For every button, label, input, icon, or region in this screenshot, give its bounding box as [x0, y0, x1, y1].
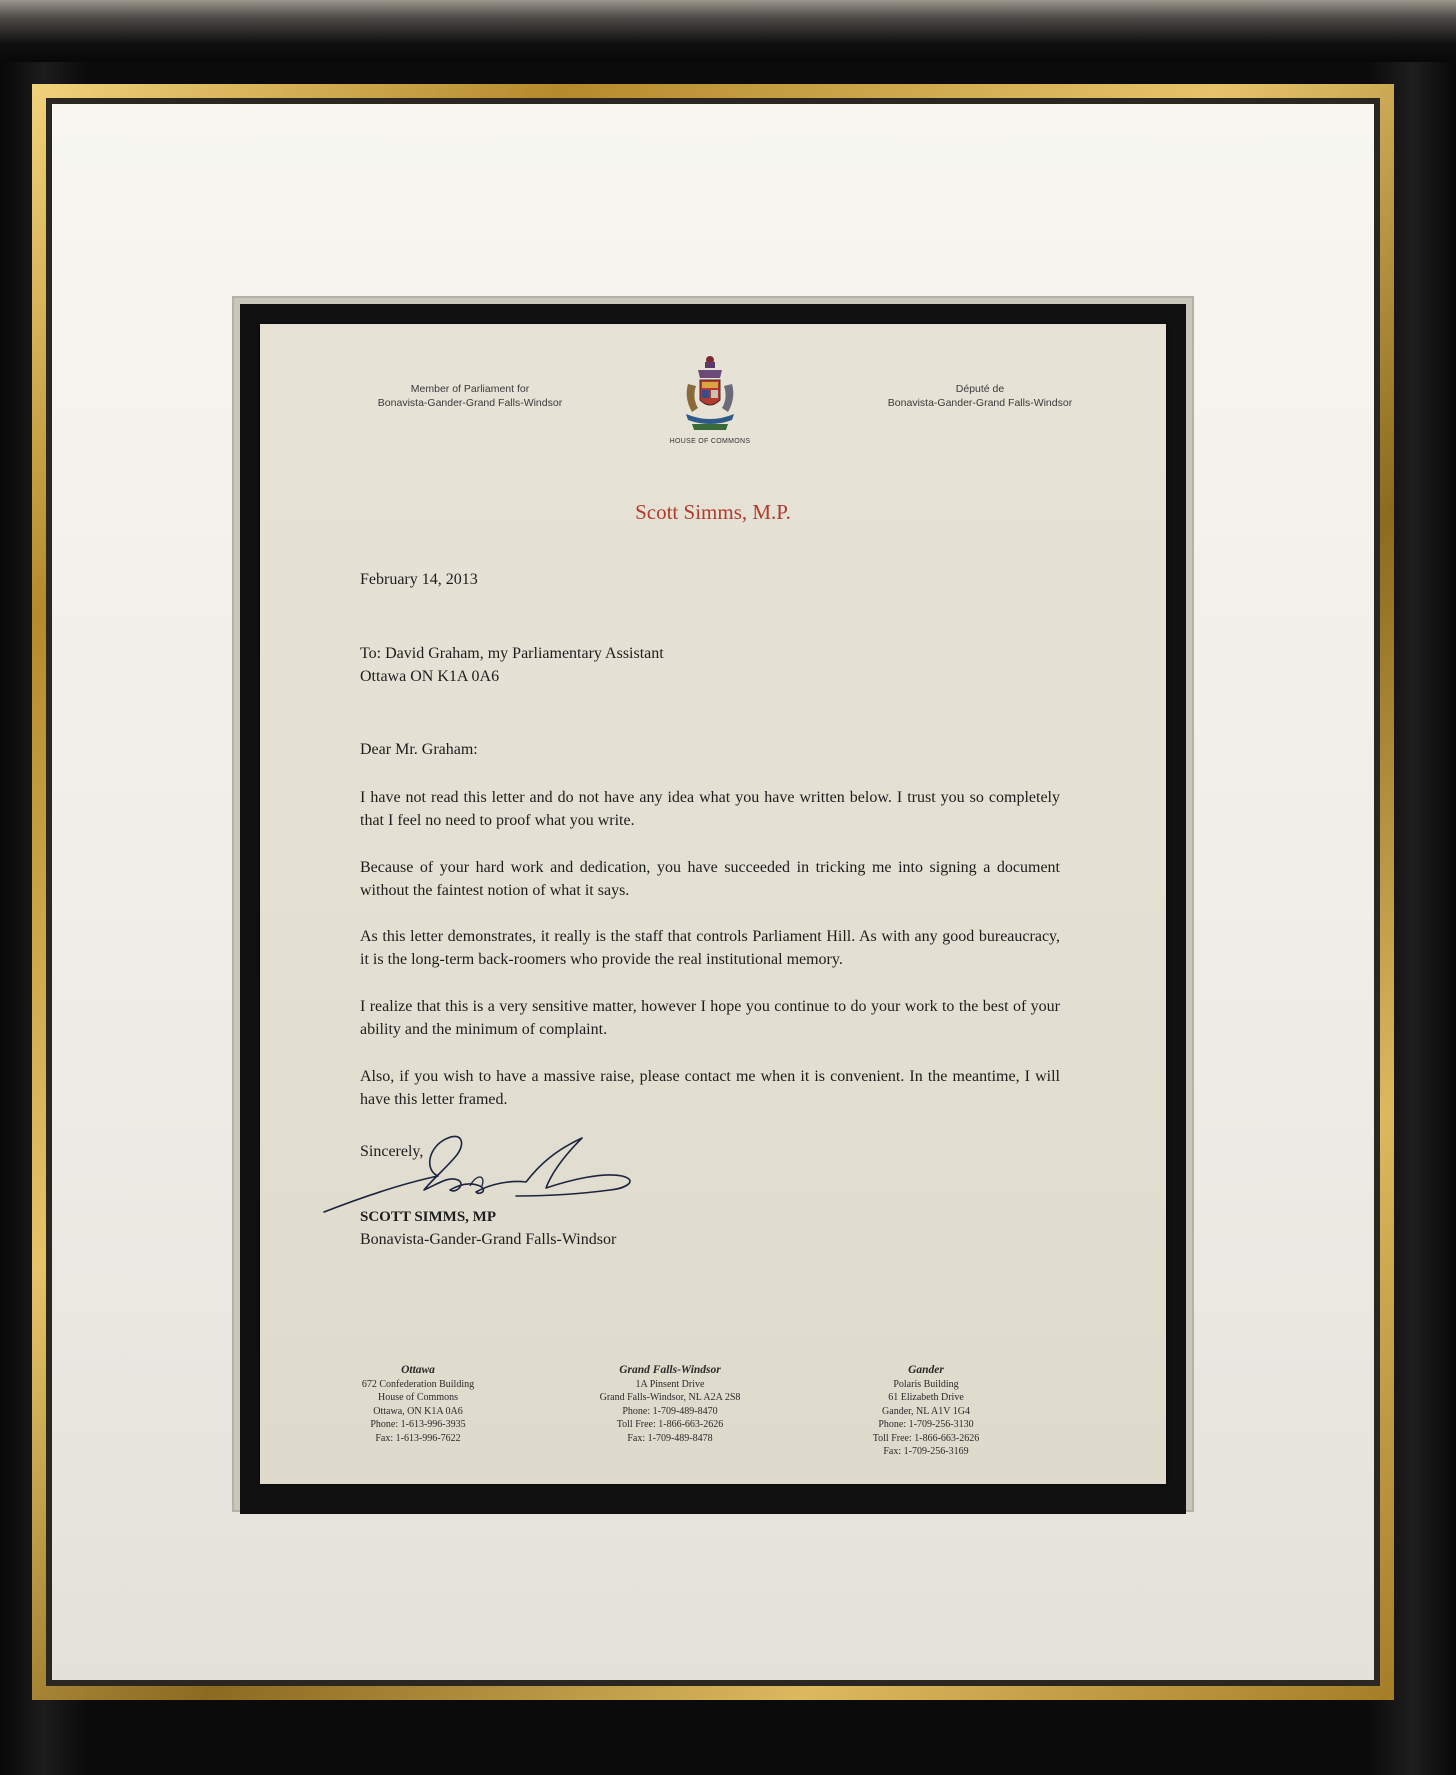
- office-line: Ottawa, ON K1A 0A6: [373, 1405, 463, 1417]
- recipient-line1: To: David Graham, my Parliamentary Assistant: [360, 645, 664, 662]
- office-title: Grand Falls-Windsor: [619, 1364, 721, 1376]
- letterhead-right-line1: Député de: [955, 383, 1005, 395]
- office-line: Fax: 1-613-996-7622: [375, 1432, 461, 1444]
- office-line: Grand Falls-Windsor, NL A2A 2S8: [599, 1392, 741, 1403]
- letterhead-right-line2: Bonavista-Gander-Grand Falls-Windsor: [887, 397, 1073, 409]
- office-block-grand-falls-windsor: [560, 1364, 780, 1445]
- recipient-line2: Ottawa ON K1A 0A6: [360, 668, 500, 685]
- frame-top-edge: [0, 0, 1456, 62]
- letter-paragraph: I have not read this letter and do not have any idea what you have written below. I trust you so completely that I feel no need to proof what you write.: [360, 789, 1060, 829]
- office-line: Polaris Building: [893, 1378, 959, 1390]
- letter-paragraph: I realize that this is a very sensitive matter, however I hope you continue to do your work to the best of your ability and the minimum of complaint.: [360, 998, 1060, 1038]
- office-line: Phone: 1-613-996-3935: [370, 1419, 466, 1430]
- office-line: Phone: 1-709-489-8470: [622, 1405, 718, 1417]
- letterhead-left: [350, 382, 590, 410]
- office-line: Fax: 1-709-256-3169: [883, 1446, 969, 1457]
- mp-name-heading: Scott Simms, M.P.: [635, 500, 791, 524]
- letterhead-left-line1: Member of Parliament for: [410, 383, 530, 395]
- letter-date: February 14, 2013: [360, 571, 478, 588]
- signer-name: SCOTT SIMMS, MP: [360, 1209, 496, 1225]
- letterhead-left-line2: Bonavista-Gander-Grand Falls-Windsor: [377, 397, 563, 409]
- canada-coat-of-arms-icon: [678, 354, 742, 436]
- office-line: Toll Free: 1-866-663-2626: [872, 1432, 980, 1444]
- letter-paragraph: Because of your hard work and dedication, you have succeeded in tricking me into signing a document without the faintest notion of what it says.: [360, 859, 1060, 899]
- office-block-ottawa: [308, 1364, 528, 1445]
- office-title: Ottawa: [401, 1364, 435, 1376]
- office-line: Phone: 1-709-256-3130: [878, 1419, 974, 1430]
- signer-riding: Bonavista-Gander-Grand Falls-Windsor: [360, 1231, 617, 1248]
- office-line: 672 Confederation Building: [361, 1378, 475, 1390]
- recipient-block: [360, 642, 1060, 688]
- letter-paper: [260, 324, 1166, 1484]
- letter-paragraph: Also, if you wish to have a massive raise, please contact me when it is convenient. In the meantime, I will have this letter framed.: [360, 1068, 1060, 1108]
- crest-caption: HOUSE OF COMMONS: [669, 438, 751, 445]
- office-line: Toll Free: 1-866-663-2626: [616, 1419, 724, 1430]
- office-line: 1A Pinsent Drive: [635, 1378, 705, 1390]
- office-line: House of Commons: [378, 1392, 458, 1403]
- letterhead-right: [860, 382, 1100, 410]
- office-line: 61 Elizabeth Drive: [888, 1392, 964, 1403]
- office-block-gander: [816, 1364, 1036, 1459]
- salutation: Dear Mr. Graham:: [360, 741, 478, 758]
- office-title: Gander: [908, 1364, 944, 1376]
- letter-paragraph: As this letter demonstrates, it really is the staff that controls Parliament Hill. As with any good bureaucracy, it is the long-term back-roomers who provide the real institutional memory.: [360, 928, 1060, 968]
- office-line: Fax: 1-709-489-8478: [627, 1432, 713, 1444]
- closing: Sincerely,: [360, 1143, 424, 1160]
- office-line: Gander, NL A1V 1G4: [882, 1405, 970, 1417]
- letterhead-crest: [655, 354, 765, 445]
